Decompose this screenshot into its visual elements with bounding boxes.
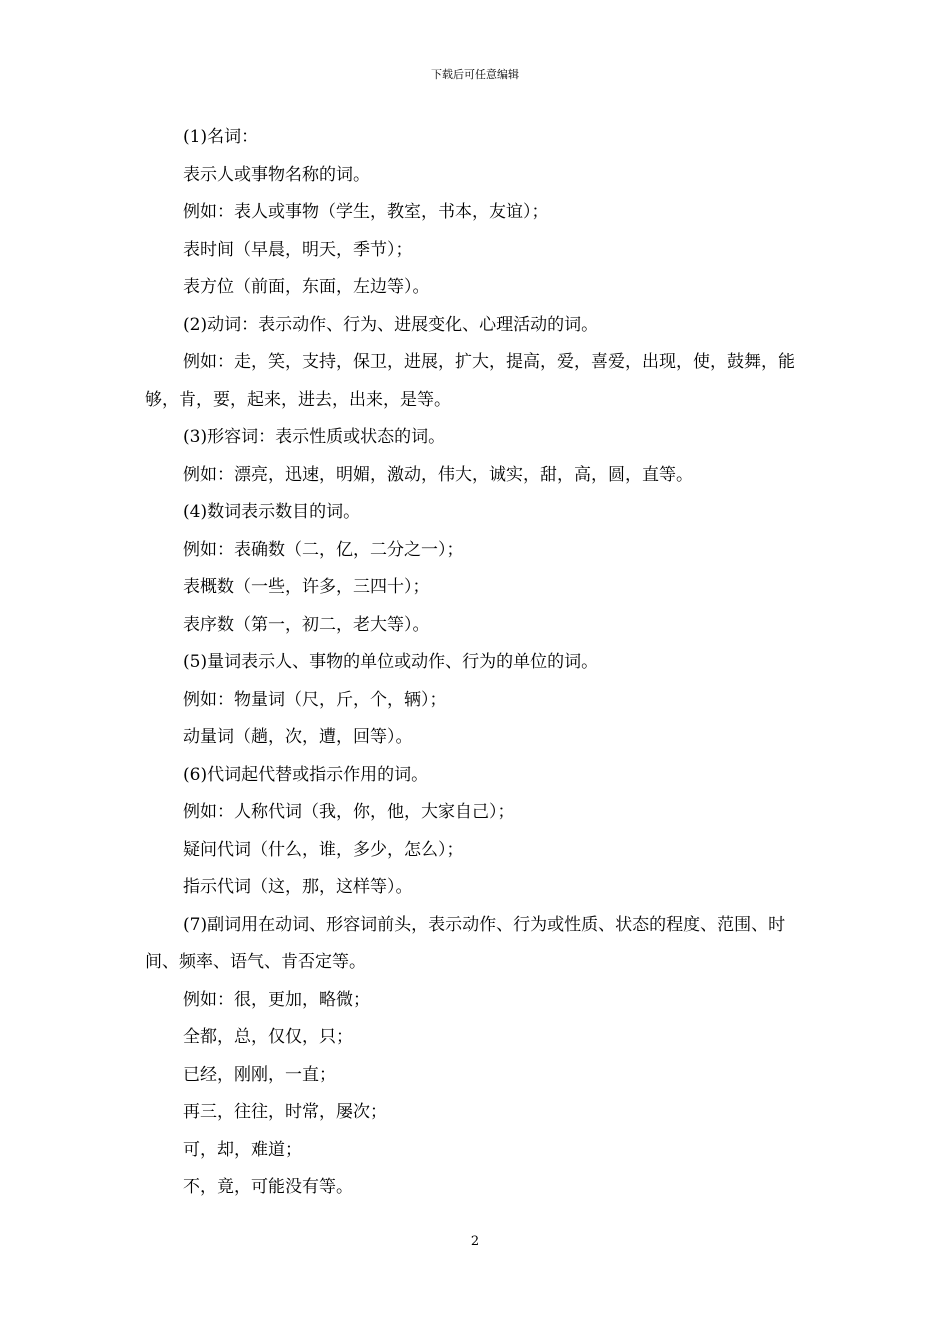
- paragraph: 例如：人称代词（我，你，他，大家自己）；: [183, 802, 515, 822]
- paragraph: 再三，往往，时常，屡次；: [183, 1102, 387, 1122]
- paragraph: 表方位（前面，东面，左边等）。: [183, 277, 430, 297]
- paragraph: 疑问代词（什么，谁，多少，怎么）；: [183, 839, 464, 860]
- paragraph: 可，却，难道；: [183, 1139, 302, 1160]
- paragraph: 表概数（一些，许多，三四十）；: [183, 577, 430, 597]
- paragraph: (7)副词用在动词、形容词前头，表示动作、行为或性质、状态的程度、范围、时间、频率、语气、肯否定等。: [145, 914, 786, 972]
- paragraph: 动量词（趟，次，遭，回等）。: [183, 727, 413, 747]
- paragraph: 表序数（第一，初二，老大等）。: [183, 614, 430, 635]
- paragraph: 例如：很，更加，略微；: [183, 989, 370, 1010]
- paragraph: (5)量词表示人、事物的单位或动作、行为的单位的词。: [183, 652, 599, 672]
- paragraph: 例如：漂亮，迅速，明媚，激动，伟大，诚实，甜，高，圆，直等。: [183, 464, 693, 485]
- paragraph: (3)形容词：表示性质或状态的词。: [183, 427, 446, 447]
- paragraph: 例如：走，笑，支持，保卫，进展，扩大，提高，爱，喜爱，出现，使，鼓舞，能够，肯，要，起来，进去，出来，是等。: [145, 352, 795, 410]
- paragraph: 不，竟，可能没有等。: [183, 1177, 353, 1197]
- paragraph: 全都，总，仅仅，只；: [183, 1027, 353, 1047]
- paragraph: 表示人或事物名称的词。: [183, 164, 370, 185]
- paragraph: (1)名词：: [183, 127, 259, 147]
- paragraph: (2)动词：表示动作、行为、进展变化、心理活动的词。: [183, 314, 599, 335]
- paragraph: 例如：表确数（二，亿，二分之一）；: [183, 539, 464, 560]
- paragraph: 指示代词（这，那，这样等）。: [183, 877, 413, 897]
- page-header: 下载后可任意编辑: [431, 68, 519, 81]
- paragraph: 表时间（早晨，明天，季节）；: [183, 239, 413, 260]
- paragraph: 已经，刚刚，一直；: [183, 1064, 336, 1085]
- paragraph: 例如：物量词（尺，斤，个，辆）；: [183, 689, 447, 710]
- document-body: [145, 119, 810, 1207]
- page-number: 2: [470, 1234, 480, 1249]
- paragraph: (4)数词表示数目的词。: [183, 502, 361, 522]
- paragraph: (6)代词起代替或指示作用的词。: [183, 764, 429, 785]
- paragraph: 例如：表人或事物（学生，教室，书本，友谊）；: [183, 202, 549, 222]
